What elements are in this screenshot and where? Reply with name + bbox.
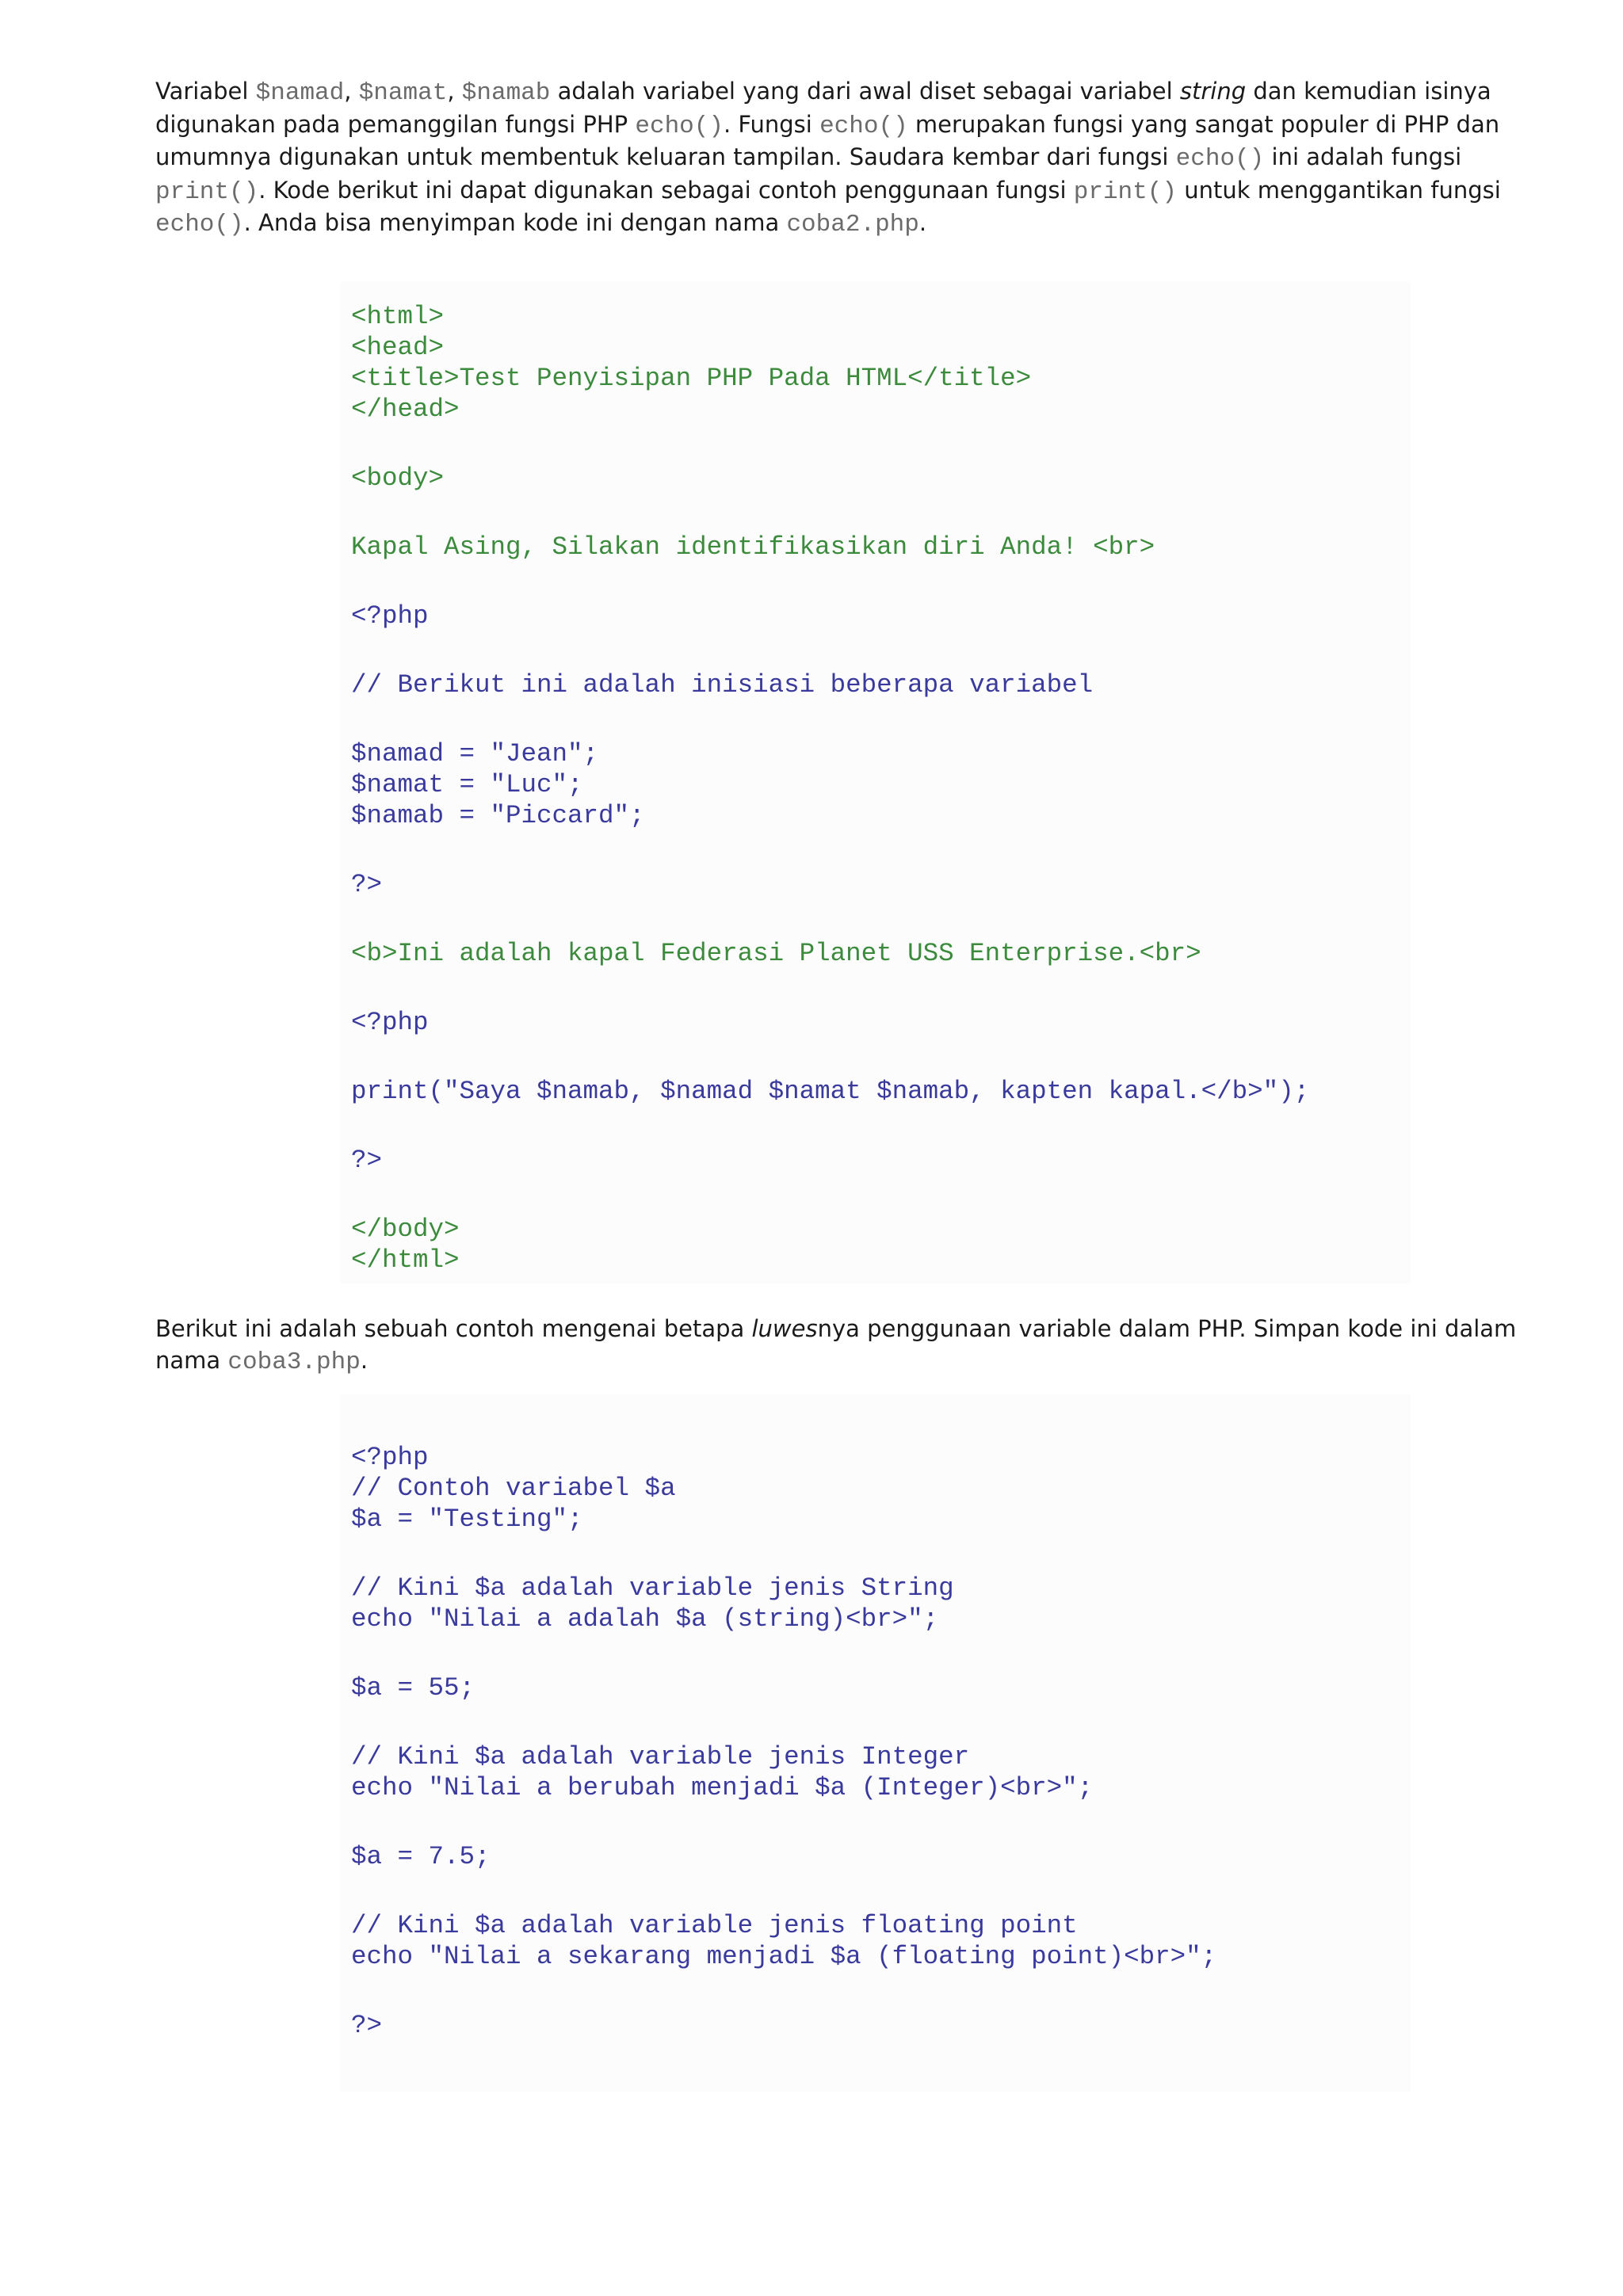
code-gap [351,494,1309,532]
code-line: $a = "Testing"; [351,1505,583,1534]
inline-code: $namad [255,79,345,107]
code-line: <body> [351,463,445,493]
code-gap [351,1803,1216,1841]
code-block-coba2 [351,301,1309,1276]
text: adalah variabel yang dari awal diset sebagai variabel [550,78,1180,105]
code-gap [351,700,1309,738]
code-gap [351,1176,1309,1214]
code-gap [351,969,1309,1007]
code-line: <title>Test Penyisipan PHP Pada HTML</title> [351,364,1032,393]
code-gap [351,1972,1216,2010]
inline-code: echo() [1175,145,1265,173]
text: dan kemudian isinya digunakan pada pemanggilan fungsi PHP [155,78,1491,138]
code-gap [351,563,1309,601]
inline-code: $namat [358,79,448,107]
code-line: <b>Ini adalah kapal Federasi Planet USS Enterprise.<br> [351,939,1201,968]
code-line: ?> [351,870,383,899]
emphasis: string [1179,78,1247,105]
code-line: $a = 7.5; [351,1842,491,1871]
code-line: <?php [351,1443,429,1472]
code-line: <html> [351,302,445,331]
inline-code: echo() [155,211,244,238]
code-line: echo "Nilai a berubah menjadi $a (Integer)<br>"; [351,1773,1094,1802]
code-line: </body> [351,1215,460,1244]
text: , [447,78,462,105]
text: . Fungsi [723,110,820,138]
code-line: $a = 55; [351,1673,475,1703]
code-line: // Kini $a adalah variable jenis String [351,1573,954,1603]
text: ini adalah fungsi [1264,143,1462,170]
inline-code: print() [1073,177,1177,206]
code-line: $namat = "Luc"; [351,770,583,799]
code-line: </head> [351,395,460,424]
code-line: ?> [351,1146,383,1175]
code-line: // Kini $a adalah variable jenis floating point [351,1911,1078,1940]
text: . Anda bisa menyimpan kode ini dengan nama [243,209,787,236]
code-line: echo "Nilai a sekarang menjadi $a (floating point)<br>"; [351,1942,1217,1971]
inline-code: coba2.php [786,211,919,238]
text: . [360,1346,369,1374]
code-line: Kapal Asing, Silakan identifikasikan diri Anda! <br> [351,532,1155,562]
text: untuk menggantikan fungsi [1176,176,1501,204]
second-paragraph [155,1314,1550,1378]
inline-code: echo() [819,112,908,140]
code-gap [351,1038,1309,1076]
code-line: // Berikut ini adalah inisiasi beberapa variabel [351,670,1094,700]
code-block-coba3 [351,1442,1216,2041]
code-gap [351,1107,1309,1145]
text: merupakan fungsi yang sangat populer di PHP dan umumnya digunakan untuk membentuk keluaran tampilan. Saudara kembar dari fungsi [155,110,1500,170]
code-gap [351,631,1309,669]
text: , [344,78,359,105]
inline-code: $namab [461,79,551,107]
code-gap [351,1634,1216,1672]
inline-code: coba3.php [227,1348,361,1376]
code-gap [351,1535,1216,1573]
code-line: // Contoh variabel $a [351,1474,676,1503]
emphasis: luwes [751,1315,818,1342]
inline-code: print() [155,177,259,206]
code-gap [351,1703,1216,1741]
text: . [918,209,927,236]
text: Variabel [155,78,256,105]
code-line: $namab = "Piccard"; [351,801,645,830]
code-gap [351,831,1309,869]
text: nya penggunaan variable dalam PHP. Simpan kode ini dalam nama [155,1315,1517,1374]
text: . Kode berikut ini dapat digunakan sebagai contoh penggunaan fungsi [258,176,1074,204]
code-line: print("Saya $namab, $namad $namat $namab, kapten kapal.</b>"); [351,1077,1310,1106]
code-line: $namad = "Jean"; [351,739,599,769]
code-gap [351,900,1309,938]
code-line: <head> [351,333,445,362]
code-line: <?php [351,601,429,631]
code-gap [351,1872,1216,1910]
code-line: echo "Nilai a adalah $a (string)<br>"; [351,1604,939,1634]
code-line: </html> [351,1245,460,1275]
text: Berikut ini adalah sebuah contoh mengenai betapa [155,1315,752,1342]
code-gap [351,425,1309,463]
code-line: ?> [351,2011,383,2040]
inline-code: echo() [635,112,724,140]
code-line: <?php [351,1008,429,1037]
intro-paragraph [155,76,1550,241]
code-line: // Kini $a adalah variable jenis Integer [351,1742,970,1772]
